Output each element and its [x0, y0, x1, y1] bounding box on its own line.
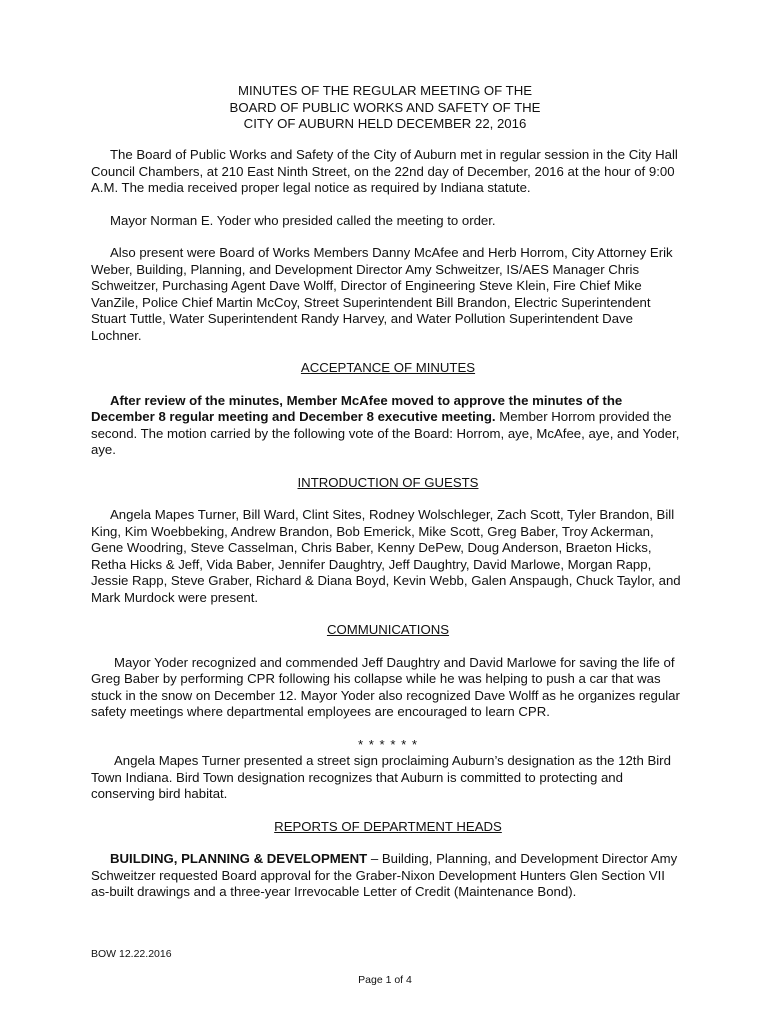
document-body — [91, 147, 685, 917]
reports-request-text: – Building, Planning, and Development Director Amy Schweitzer requested Board approval for the Graber-Nixon Development Hunters Glen Section VII as-built drawings and a three-year Irrevocable Letter of Credit (Maintenance Bond). — [91, 851, 678, 899]
reports-paragraph — [91, 851, 685, 901]
attendees-paragraph: Also present were Board of Works Members Danny McAfee and Herb Horrom, City Attorney Erik Weber, Building, Planning, and Development Director Amy Schweitzer, IS/AES Manager Chris Schweitzer, Purchasing Agent Dave Wolff, Director of Engineering Steve Klein, Fire Chief Mike VanZile, Police Chief Martin McCoy, Street Superintendent Bill Brandon, Electric Superintendent Stuart Tuttle, Water Superintendent Randy Harvey, and Water Pollution Superintendent Dave Lochner. — [91, 245, 673, 343]
acceptance-motion-bold: After review of the minutes, Member McAfee moved to approve the minutes of the December 8 regular meeting and December 8 executive meeting. — [91, 392, 623, 424]
reports-department-bold: BUILDING, PLANNING & DEVELOPMENT — [110, 851, 368, 866]
title-line-2: BOARD OF PUBLIC WORKS AND SAFETY OF THE — [229, 99, 541, 115]
reports-heading: REPORTS OF DEPARTMENT HEADS — [274, 818, 502, 834]
communications-heading: COMMUNICATIONS — [326, 622, 450, 637]
title-line-3: CITY OF AUBURN HELD DECEMBER 22, 2016 — [243, 116, 527, 131]
communications-paragraph-1: Mayor Yoder recognized and commended Jeff Daughtry and David Marlowe for saving the life of Greg Baber by performing CPR following his collapse while he was helping to push a car that was stuck in the snow on December 12. Mayor Yoder also recognized Dave Wolff as he organizes regular safety meetings where departmental employees are encouraged to learn CPR. — [91, 654, 680, 719]
title-line-1: MINUTES OF THE REGULAR MEETING OF THE — [237, 83, 533, 98]
guests-heading: INTRODUCTION OF GUESTS — [297, 474, 479, 490]
section-separator: * * * * * * — [357, 736, 419, 752]
page-number: Page 1 of 4 — [358, 974, 412, 986]
presided-paragraph: Mayor Norman E. Yoder who presided called the meeting to order. — [110, 212, 496, 228]
document-title — [0, 83, 770, 133]
acceptance-paragraph — [91, 393, 685, 459]
acceptance-heading: ACCEPTANCE OF MINUTES — [300, 360, 476, 375]
guests-paragraph: Angela Mapes Turner, Bill Ward, Clint Sites, Rodney Wolschleger, Zach Scott, Tyler Brandon, Bill King, Kim Woebbeking, Andrew Brandon, Bob Emerick, Mike Scott, Greg Baber, Troy Ackerman, Gene Woodring, Steve Casselman, Chris Baber, Kenny DePew, Doug Anderson, Braeton Hicks, Retha Hicks & Jeff, Vida Baber, Jennifer Daughtry, Jeff Daughtry, David Marlowe, Morgan Rapp, Jessie Rapp, Steve Graber, Richard & Diana Boyd, Kevin Webb, Galen Anspaugh, Chuck Taylor, and Mark Murdock were present. — [91, 507, 681, 605]
footer-doc-code: BOW 12.22.2016 — [91, 948, 172, 960]
communications-paragraph-2: Angela Mapes Turner presented a street sign proclaiming Auburn’s designation as the 12th Bird Town Indiana. Bird Town designation recognizes that Auburn is committed to protecting and conserving bird habitat. — [91, 753, 671, 801]
intro-paragraph: The Board of Public Works and Safety of the City of Auburn met in regular session in the City Hall Council Chambers, at 210 East Ninth Street, on the 22nd day of December, 2016 at the hour of 9:00 A.M. The media received proper legal notice as required by Indiana statute. — [91, 147, 678, 195]
acceptance-vote-text: Member Horrom provided the second. The motion carried by the following vote of the Board: Horrom, aye, McAfee, aye, and Yoder, aye. — [91, 409, 680, 457]
